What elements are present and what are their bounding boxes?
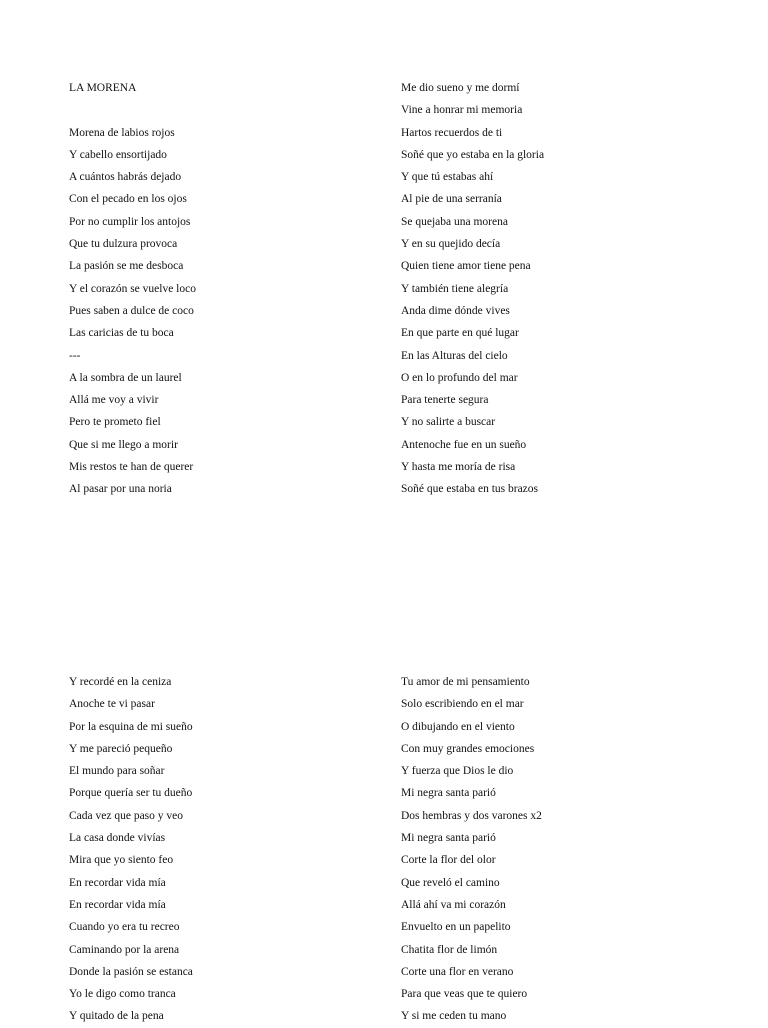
song-title: LA MORENA	[69, 82, 137, 94]
verse-column-top-left	[69, 77, 389, 501]
verse-line: Soñé que estaba en tus brazos	[401, 483, 539, 496]
verse-line: Chatita flor de limón	[401, 943, 498, 956]
verse-line: Caminando por la arena	[69, 943, 180, 956]
verse-line: Cada vez que paso y veo	[69, 809, 184, 822]
verse-line: Antenoche fue en un sueño	[401, 438, 527, 451]
verse-line: Para tenerte segura	[401, 394, 489, 407]
verse-line: O en lo profundo del mar	[401, 371, 518, 384]
verse-line: Mira que yo siento feo	[69, 854, 174, 867]
verse-line: La pasión se me desboca	[69, 260, 184, 273]
verse-line: A cuántos habrás dejado	[69, 171, 182, 184]
verse-line: Y no salirte a buscar	[401, 416, 496, 429]
verse-line: Por no cumplir los antojos	[69, 215, 191, 228]
verse-line: ---	[69, 349, 81, 362]
verse-line: Allá ahí va mi corazón	[401, 898, 506, 911]
verse-line: Y cabello ensortijado	[69, 148, 167, 161]
verse-line: Quien tiene amor tiene pena	[401, 260, 531, 273]
verse-line: Pero te prometo fiel	[69, 416, 161, 429]
verse-line: Mi negra santa parió	[401, 832, 496, 845]
verse-line: Y que tú estabas ahí	[401, 171, 494, 184]
verse-line: Anoche te vi pasar	[69, 698, 155, 711]
verse-line: Corte una flor en verano	[401, 965, 514, 978]
verse-line: Hartos recuerdos de ti	[401, 126, 503, 139]
verse-line: En que parte en qué lugar	[401, 327, 519, 340]
verse-line: Al pasar por una noria	[69, 483, 172, 496]
verse-line: Me dio sueno y me dormí	[401, 82, 520, 94]
verse-column-bottom-right	[401, 671, 721, 1028]
verse-line: Corte la flor del olor	[401, 854, 496, 867]
verse-line: En las Alturas del cielo	[401, 349, 508, 362]
verse-line: Porque quería ser tu dueño	[69, 787, 193, 800]
verse-line: Por la esquina de mi sueño	[69, 720, 193, 733]
verse-line: La casa donde vivías	[69, 832, 166, 845]
verse-line: En recordar vida mía	[69, 898, 166, 911]
verse-line: Donde la pasión se estanca	[69, 965, 193, 978]
verse-line: Y hasta me moría de risa	[401, 461, 516, 474]
verse-line: Mis restos te han de querer	[69, 461, 194, 474]
verse-line: Y en su quejido decía	[401, 238, 501, 251]
verse-line: Pues saben a dulce de coco	[69, 304, 194, 317]
verse-line: Cuando yo era tu recreo	[69, 921, 180, 934]
verse-line: Que si me llego a morir	[69, 438, 178, 451]
verse-line: Se quejaba una morena	[401, 215, 508, 228]
verse-line: Y el corazón se vuelve loco	[69, 282, 196, 295]
blank-line	[69, 99, 389, 121]
verse-column-top-right	[401, 77, 721, 501]
verse-line: Vine a honrar mi memoria	[401, 104, 523, 117]
verse-line: El mundo para soñar	[69, 765, 165, 778]
verse-line: Las caricias de tu boca	[69, 327, 174, 340]
verse-line: Que tu dulzura provoca	[69, 238, 178, 251]
verse-line: Solo escribiendo en el mar	[401, 698, 524, 711]
verse-line: Allá me voy a vivir	[69, 394, 159, 407]
verse-line: Envuelto en un papelito	[401, 921, 511, 934]
verse-line: Anda dime dónde vives	[401, 304, 510, 317]
verse-line: Y recordé en la ceniza	[69, 676, 172, 688]
verse-line: Y me pareció pequeño	[69, 742, 173, 755]
verse-line: En recordar vida mía	[69, 876, 166, 889]
verse-line: Morena de labios rojos	[69, 126, 175, 139]
verse-column-bottom-left	[69, 671, 389, 1028]
verse-line: Con muy grandes emociones	[401, 742, 535, 755]
verse-line: Tu amor de mi pensamiento	[401, 676, 530, 688]
verse-line: Y también tiene alegría	[401, 282, 509, 295]
verse-line: Y quitado de la pena	[69, 1010, 164, 1023]
verse-line: Que reveló el camino	[401, 876, 500, 889]
verse-line: Y si me ceden tu mano	[401, 1010, 507, 1023]
verse-line: O dibujando en el viento	[401, 720, 515, 733]
verse-line: Mi negra santa parió	[401, 787, 496, 800]
verse-line: Al pie de una serranía	[401, 193, 502, 206]
verse-line: Con el pecado en los ojos	[69, 193, 187, 206]
verse-line: A la sombra de un laurel	[69, 371, 182, 384]
verse-line: Y fuerza que Dios le dio	[401, 765, 514, 778]
verse-line: Dos hembras y dos varones x2	[401, 809, 542, 822]
verse-line: Soñé que yo estaba en la gloria	[401, 148, 545, 161]
verse-line: Para que veas que te quiero	[401, 988, 528, 1001]
verse-line: Yo le digo como tranca	[69, 988, 176, 1001]
